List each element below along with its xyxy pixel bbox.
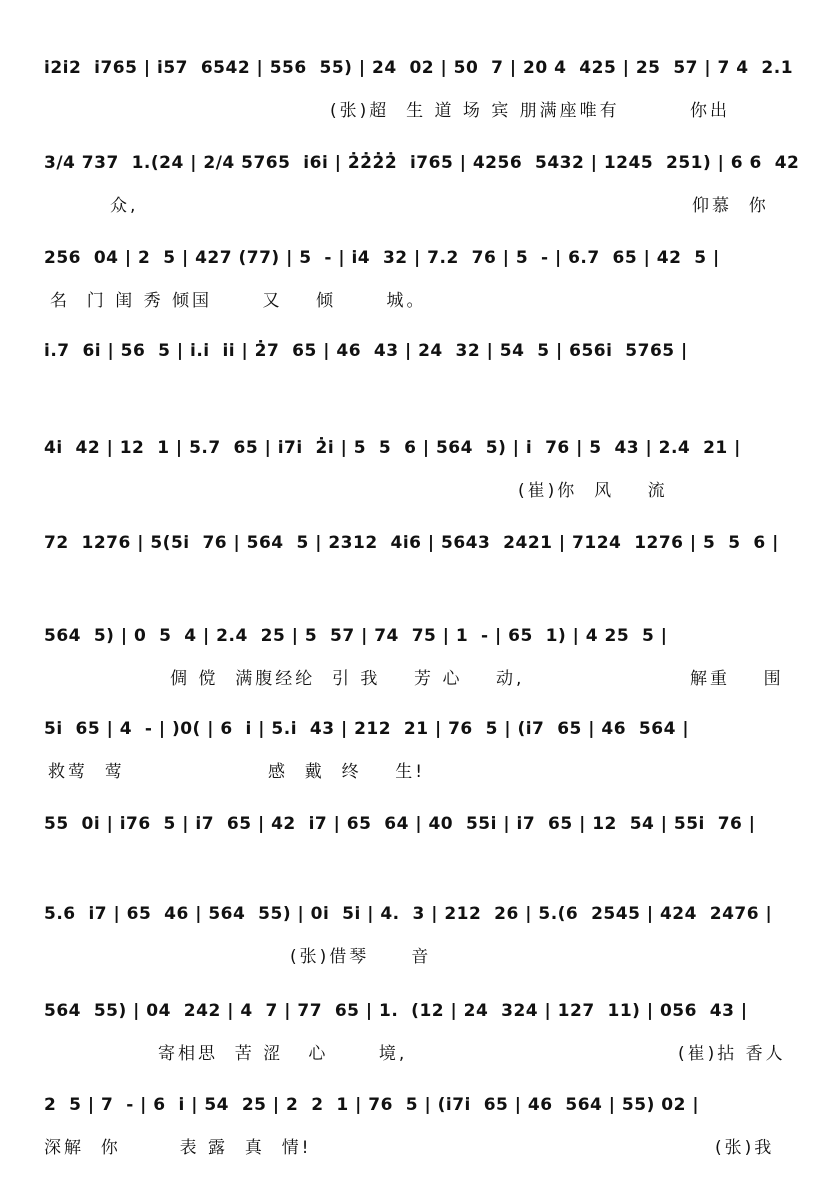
notation-line: i̇.7 6i̇ | 56 5 | i̇.i̇ i̇i̇ | 2̇7 65 | 46 43 | 24 32 | 54 5 | 656i̇ 5765 | — [44, 341, 688, 361]
lyric-line: (张)我 — [715, 1138, 775, 1158]
notation-line: 5.6 i̇7 | 65 46 | 564 55) | 0i̇ 5i̇ | 4. 3 | 212 26 | 5.(6 2545 | 424 2476 | — [44, 904, 773, 924]
notation-line: 3/4 737 1.(24 | 2/4 5765 i̇6i̇ | 2̇2̇2̇2̇ i̇765 | 4256 5432 | 1245 251) | 6 6 42 — [44, 153, 800, 173]
lyric-line: 众, — [110, 196, 139, 216]
notation-line: 256 04 | 2 5 | 427 (77) | 5 - | i̇4 32 | 7.2 76 | 5 - | 6.7 65 | 42 5 | — [44, 248, 720, 268]
lyric-line: 救莺 莺 — [48, 762, 125, 782]
lyric-line: (张)超 生 道 场 宾 朋满座唯有 — [330, 101, 620, 121]
lyric-line: 深解 你 表 露 真 情! — [44, 1138, 312, 1158]
lyric-line: (崔)拈 香人 — [678, 1044, 786, 1064]
notation-line: 564 55) | 04 242 | 4 7 | 77 65 | 1. (12 | 24 324 | 127 11) | 056 43 | — [44, 1001, 748, 1021]
lyric-line: 倜 傥 满腹经纶 引 我 芳 心 动, — [170, 669, 525, 689]
notation-line: 5i̇ 65 | 4 - | )0( | 6 i̇ | 5.i̇ 43 | 212 21 | 76 5 | (i̇7 65 | 46 564 | — [44, 719, 690, 739]
notation-line: 564 5) | 0 5 4 | 2.4 25 | 5 57 | 74 75 | 1 - | 65 1) | 4 25 5 | — [44, 626, 668, 646]
lyric-line: 你出 — [690, 101, 730, 121]
lyric-line: 仰慕 你 — [692, 196, 769, 216]
lyric-line: 感 戴 终 生! — [268, 762, 426, 782]
lyric-line: 名 门 闺 秀 倾国 又 倾 城。 — [50, 291, 427, 311]
notation-line: 72 1276 | 5(5i̇ 76 | 564 5 | 2312 4i̇6 | 5643 2421 | 7124 1276 | 5 5 6 | — [44, 533, 779, 553]
lyric-line: 解重 围 — [690, 669, 784, 689]
notation-line: 4i̇ 42 | 12 1 | 5.7 65 | i̇7i̇ 2̇i̇ | 5 5 6 | 564 5) | i̇ 76 | 5 43 | 2.4 21 | — [44, 438, 741, 458]
lyric-line: (张)借琴 音 — [290, 947, 432, 967]
lyric-line: (崔)你 风 流 — [518, 481, 668, 501]
notation-line: 55 0i̇ | i̇76 5 | i̇7 65 | 42 i̇7 | 65 64 | 40 55i̇ | i̇7 65 | 12 54 | 55i̇ 76 | — [44, 814, 756, 834]
lyric-line: 寄相思 苦 涩 心 境, — [158, 1044, 408, 1064]
notation-line: i̇2i̇2 i̇765 | i̇57 6542 | 556 55) | 24 02 | 50 7 | 20 4 425 | 25 57 | 7 4 2.1 — [44, 58, 794, 78]
notation-line: 2 5 | 7 - | 6 i̇ | 54 25 | 2 2 1 | 76 5 | (i̇7i̇ 65 | 46 564 | 55) 02 | — [44, 1095, 700, 1115]
